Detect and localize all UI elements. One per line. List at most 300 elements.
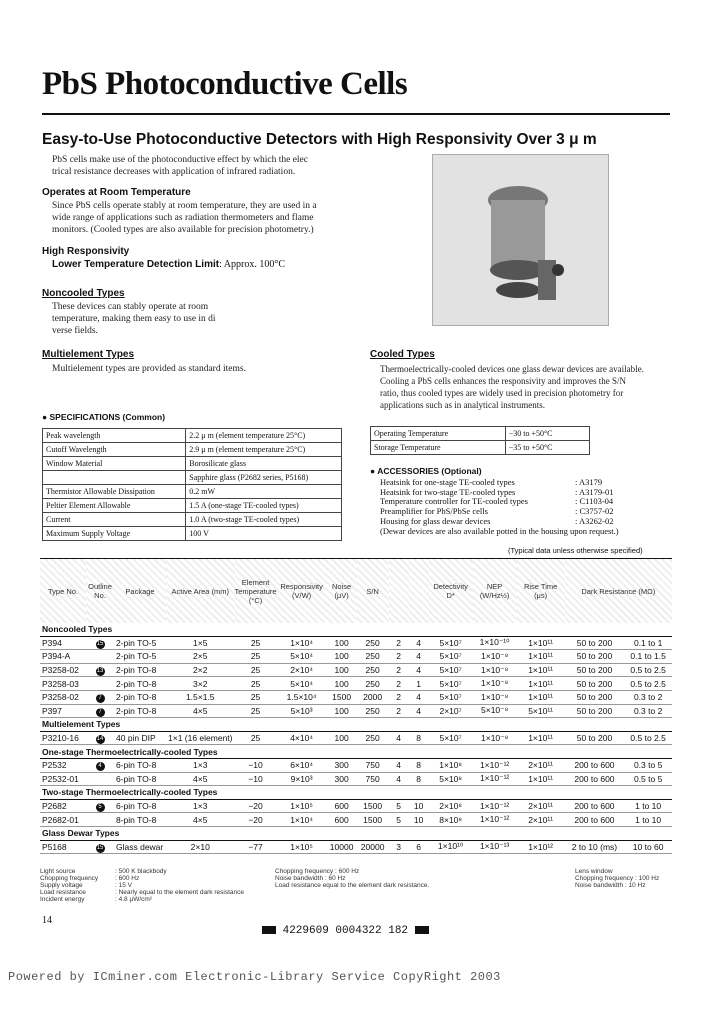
spec-value: 2.2 μ m (element temperature 25°C) (186, 429, 342, 443)
table-cell: 2×2 (166, 663, 235, 677)
table-cell: 1 (409, 677, 429, 691)
table-cell: 25 (235, 663, 277, 677)
outline-number-badge: 15 (96, 640, 104, 647)
table-cell: 4 (389, 758, 409, 772)
table-cell: 4 (409, 663, 429, 677)
table-cell: 4×5 (166, 772, 235, 786)
table-cell: −10 (235, 772, 277, 786)
column-header: Package (114, 559, 166, 624)
table-cell: 1×10¹¹ (517, 690, 565, 704)
table-cell: 9×10³ (277, 772, 327, 786)
table-cell: P397 (40, 704, 86, 718)
table-cell: P3258-02 (40, 690, 86, 704)
table-cell: 8 (409, 731, 429, 745)
footnote-key: Chopping frequency (40, 875, 99, 882)
table-cell: 1×10⁵ (277, 799, 327, 813)
table-cell (86, 813, 114, 827)
footnote-value: : 500 K blackbody (115, 868, 167, 875)
column-header: NEP (W/Hz½) (473, 559, 517, 624)
table-cell: 2000 (357, 690, 389, 704)
table-cell: P394-A (40, 650, 86, 664)
footnote-line (40, 875, 244, 882)
table-cell (86, 731, 114, 745)
table-cell: 3×2 (166, 677, 235, 691)
table-cell: 2×5 (166, 650, 235, 664)
table-cell: 1×10⁻⁸ (473, 663, 517, 677)
table-cell: 2 (389, 663, 409, 677)
table-cell: 0.3 to 2 (624, 704, 672, 718)
table-cell: 250 (357, 636, 389, 650)
table-cell: 50 to 200 (565, 650, 625, 664)
accessories-heading: ● ACCESSORIES (Optional) (370, 466, 482, 476)
specs-table (42, 428, 342, 541)
table-cell: 1×10⁻⁸ (473, 731, 517, 745)
table-cell: P3258-02 (40, 663, 86, 677)
table-cell: P5168 (40, 840, 86, 854)
accessory-code: : A3179-01 (575, 486, 614, 497)
table-cell: 1×10⁻¹⁰ (473, 636, 517, 650)
spec-row (43, 443, 342, 457)
table-cell: 300 (327, 772, 357, 786)
spec-row (43, 527, 342, 541)
table-cell: 5×10⁴ (277, 650, 327, 664)
table-cell: 1×10⁴ (277, 636, 327, 650)
table-cell: 250 (357, 677, 389, 691)
accessory-item (380, 527, 619, 537)
table-cell: 100 (327, 663, 357, 677)
spec-label: Peltier Element Allowable (43, 499, 186, 513)
temp-value: −30 to +50°C (505, 427, 589, 441)
footnote-left (40, 868, 244, 903)
spec-row (43, 457, 342, 471)
column-header: Dark Resistance (MΩ) (565, 559, 672, 624)
table-cell: 1×10¹¹ (517, 677, 565, 691)
table-cell: 3 (389, 840, 409, 854)
footnote-key: Supply voltage (40, 882, 83, 889)
table-cell: 25 (235, 690, 277, 704)
spec-value: 0.2 mW (186, 485, 342, 499)
table-cell: 6 (409, 840, 429, 854)
footnote-line (40, 889, 244, 896)
table-row (40, 840, 672, 854)
spec-label: Cutoff Wavelength (43, 443, 186, 457)
table-cell: 1×10⁻¹² (473, 772, 517, 786)
table-cell: 50 to 200 (565, 677, 625, 691)
table-cell: 50 to 200 (565, 690, 625, 704)
table-cell: 1×10¹⁰ (429, 840, 473, 854)
table-cell: 5×10⁷ (429, 636, 473, 650)
table-cell: 2-pin TO-5 (114, 650, 166, 664)
accessory-name: Heatsink for one-stage TE-cooled types (380, 477, 515, 487)
spec-row (43, 513, 342, 527)
detection-limit: Lower Temperature Detection Limit: Approx. 100°C (52, 259, 286, 270)
noncooled-heading: Noncooled Types (42, 288, 125, 299)
table-cell: 5×10⁷ (429, 663, 473, 677)
spec-value: 1.5 A (one-stage TE-cooled types) (186, 499, 342, 513)
table-cell: 4 (409, 690, 429, 704)
column-header: Outline No. (86, 559, 114, 624)
accessory-name: Temperature controller for TE-cooled types (380, 496, 528, 507)
footnote-line: Lens window (575, 868, 613, 875)
table-cell (86, 758, 114, 772)
group-row (40, 786, 672, 800)
accessory-name: Heatsink for two-stage TE-cooled types (380, 486, 516, 497)
multielement-text: Multielement types are provided as standard items. (52, 364, 246, 374)
table-cell: 1500 (327, 690, 357, 704)
table-cell: 250 (357, 663, 389, 677)
table-cell: 5 (389, 813, 409, 827)
table-cell: 4 (409, 650, 429, 664)
table-cell (86, 799, 114, 813)
barcode-line: 4229609 0004322 182 (262, 925, 429, 937)
specs-heading: ● SPECIFICATIONS (Common) (42, 412, 166, 422)
table-cell: 5 (389, 799, 409, 813)
table-cell: 1 to 10 (624, 799, 672, 813)
table-row (40, 690, 672, 704)
spec-row (43, 499, 342, 513)
table-cell: 200 to 600 (565, 772, 625, 786)
temp-label: Operating Temperature (371, 427, 506, 441)
table-cell: 1500 (357, 799, 389, 813)
noncooled-text: These devices can stably operate at room temperature, making them easy to use in di verse fields. (52, 302, 216, 336)
table-cell: 100 (327, 636, 357, 650)
accessory-name: Preamplifier for PbS/PbSe cells (380, 506, 488, 517)
table-cell: 5×10⁷ (429, 731, 473, 745)
table-cell: 5×10¹¹ (517, 704, 565, 718)
column-header: Active Area (mm) (166, 559, 235, 624)
page-subtitle: Easy-to-Use Photoconductive Detectors with High Responsivity Over 3 μ m (42, 131, 597, 148)
table-cell: 1×1 (16 element) (168, 733, 233, 744)
table-cell: 6×10⁴ (277, 758, 327, 772)
table-row (40, 650, 672, 664)
accessory-name: (Dewar devices are also available potted in the housing upon request.) (380, 525, 619, 536)
table-cell: 50 to 200 (565, 704, 625, 718)
table-cell: 5×10⁷ (429, 650, 473, 664)
table-cell: 100 (327, 731, 357, 745)
table-cell: 1500 (357, 813, 389, 827)
table-cell: 600 (327, 799, 357, 813)
room-temp-text: Since PbS cells operate stably at room temperature, they are used in a wide range of applications such as radiation thermometers and flame monitors. (Cooled types are also available for precision photometry.) (52, 201, 317, 235)
table-cell: 2-pin TO-8 (114, 677, 166, 691)
high-resp-heading: High Responsivity (42, 246, 130, 257)
table-cell: 1×10⁻¹³ (473, 840, 517, 854)
table-cell: 25 (235, 650, 277, 664)
table-cell: 1.5×10⁴ (277, 690, 327, 704)
table-cell: 1×10⁴ (277, 813, 327, 827)
table-cell: 5×10³ (277, 704, 327, 718)
table-cell: 250 (357, 731, 389, 745)
table-cell: 1.5×1.5 (166, 690, 235, 704)
table-cell: 50 to 200 (565, 636, 625, 650)
table-cell: −20 (235, 799, 277, 813)
table-cell: 6-pin TO-8 (114, 799, 166, 813)
table-cell (86, 650, 114, 664)
table-cell: 0.1 to 1.5 (624, 650, 672, 664)
barcode-block-right (415, 926, 429, 934)
table-cell: 600 (327, 813, 357, 827)
table-cell: 10 to 60 (624, 840, 672, 854)
table-cell: P2682-01 (40, 813, 86, 827)
group-row (40, 623, 672, 636)
accessory-code: : C3757-02 (575, 506, 614, 517)
spec-value: 100 V (186, 527, 342, 541)
group-row (40, 745, 672, 759)
room-temp-heading: Operates at Room Temperature (42, 187, 191, 198)
table-cell: 1×10⁸ (429, 758, 473, 772)
table-cell: −10 (235, 758, 277, 772)
table-cell: 25 (235, 704, 277, 718)
footnote-line (40, 882, 244, 889)
table-cell: 1×3 (166, 799, 235, 813)
table-cell: 4 (389, 731, 409, 745)
table-row (40, 758, 672, 772)
table-cell: 1×10¹¹ (517, 636, 565, 650)
page-number: 14 (42, 915, 52, 926)
table-row (40, 677, 672, 691)
table-cell: 1×10¹¹ (517, 731, 565, 745)
table-cell (86, 840, 114, 854)
group-row (40, 718, 672, 732)
table-cell: 6-pin TO-8 (114, 772, 166, 786)
table-cell: 5×10⁴ (277, 677, 327, 691)
spec-label: Peak wavelength (43, 429, 186, 443)
table-cell: 25 (235, 677, 277, 691)
column-header (389, 559, 409, 624)
table-cell: 0.5 to 2.5 (624, 731, 672, 745)
accessory-code: : C1103-04 (575, 496, 614, 507)
table-cell: 5×10⁸ (429, 772, 473, 786)
outline-number-badge: 14 (96, 736, 104, 743)
spec-label: Window Material (43, 457, 186, 471)
spec-row (43, 429, 342, 443)
footnote-line (40, 868, 244, 875)
table-cell: 1×3 (166, 758, 235, 772)
table-row (40, 731, 672, 745)
table-cell: 1×10⁻¹² (473, 799, 517, 813)
product-photo (432, 154, 609, 326)
group-row (40, 826, 672, 840)
table-cell: 50 to 200 (565, 663, 625, 677)
table-cell: 1×10⁵ (277, 840, 327, 854)
table-cell: 8-pin TO-8 (114, 813, 166, 827)
temp-row (371, 441, 590, 455)
table-cell: 1×10⁻¹² (473, 813, 517, 827)
table-cell: 2 (389, 636, 409, 650)
table-cell: 750 (357, 758, 389, 772)
table-cell: 1×10⁻⁸ (473, 677, 517, 691)
table-cell: 300 (327, 758, 357, 772)
table-cell: 0.1 to 1 (624, 636, 672, 650)
table-cell: 1×10¹¹ (517, 650, 565, 664)
table-cell: 5×10⁷ (429, 677, 473, 691)
table-cell: 2×10 (166, 840, 235, 854)
spec-value: Sapphire glass (P2682 series, P5168) (186, 471, 342, 485)
table-cell: 25 (235, 731, 277, 745)
column-header: Rise Time (μs) (517, 559, 565, 624)
table-cell: 200 to 600 (565, 813, 625, 827)
table-cell: 20000 (357, 840, 389, 854)
table-cell (86, 663, 114, 677)
table-cell: 5×10⁻⁸ (473, 704, 517, 718)
cooled-text: Thermoelectrically-cooled devices one glass dewar devices are available. Cooling a PbS cells enhances the responsivity and improves the S/N ratio, thus cooled types are widely used in precision photometry for applications such as in analytical instruments. (380, 364, 644, 410)
footnote-line: Load resistance equal to the element dark resistance. (275, 882, 430, 889)
table-cell: 1×10¹² (517, 840, 565, 854)
table-cell: 2×10⁴ (277, 663, 327, 677)
table-cell (86, 690, 114, 704)
typical-data-note: (Typical data unless otherwise specified) (508, 546, 643, 555)
outline-number-badge: 4 (96, 762, 105, 771)
table-cell: 1 to 10 (624, 813, 672, 827)
footnote-key: Light source (40, 868, 76, 875)
table-cell: 100 (327, 650, 357, 664)
table-row (40, 704, 672, 718)
footnote-line: Noise bandwidth : 10 Hz (575, 882, 646, 889)
outline-number-badge: 15 (96, 844, 104, 851)
table-cell: 4 (409, 636, 429, 650)
table-cell: 2×10¹¹ (517, 813, 565, 827)
temp-row (371, 427, 590, 441)
table-cell: 1×10⁻⁸ (473, 650, 517, 664)
powered-by-footer: Powered by ICminer.com Electronic-Library Service CopyRight 2003 (8, 970, 501, 984)
spec-label: Thermistor Allowable Dissipation (43, 485, 186, 499)
cooled-heading: Cooled Types (370, 349, 435, 360)
table-cell: 2 (389, 704, 409, 718)
spec-value: 1.0 A (two-stage TE-cooled types) (186, 513, 342, 527)
table-cell: 4×5 (166, 813, 235, 827)
table-cell: −77 (235, 840, 277, 854)
table-cell: P3258-03 (40, 677, 86, 691)
barcode-block-left (262, 926, 276, 934)
table-cell: −20 (235, 813, 277, 827)
table-cell: 4×5 (166, 704, 235, 718)
footnote-value: : 600 Hz (115, 875, 140, 882)
footnote-line (40, 896, 244, 903)
table-cell (86, 704, 114, 718)
table-cell: 10000 (327, 840, 357, 854)
table-cell: 0.5 to 2.5 (624, 663, 672, 677)
table-cell (86, 677, 114, 691)
page-title: PbS Photoconductive Cells (42, 66, 408, 102)
table-cell: 0.3 to 5 (624, 758, 672, 772)
table-cell: 8 (409, 772, 429, 786)
table-cell: 4×10⁴ (277, 731, 327, 745)
table-cell: 200 to 600 (565, 758, 625, 772)
spec-value: Borosilicate glass (186, 457, 342, 471)
column-header: Responsivity (V/W) (277, 559, 327, 624)
table-cell: 250 (357, 650, 389, 664)
spec-row (43, 471, 342, 485)
table-cell: 2 to 10 (ms) (565, 840, 625, 854)
table-cell: 40 pin DIP (114, 731, 166, 745)
spec-label (43, 471, 186, 485)
table-cell: 4 (409, 704, 429, 718)
table-cell: 10 (409, 799, 429, 813)
column-header: S/N (357, 559, 389, 624)
footnote-key: Load resistance (40, 889, 86, 896)
table-cell: 1×5 (166, 636, 235, 650)
accessories-list (380, 478, 619, 536)
table-cell: P3210-16 (40, 731, 86, 745)
table-cell: 2×10⁸ (429, 799, 473, 813)
table-cell: 2 (389, 677, 409, 691)
table-cell: 0.3 to 2 (624, 690, 672, 704)
table-cell: 750 (357, 772, 389, 786)
table-cell: 50 to 200 (565, 731, 625, 745)
spec-value: 2.9 μ m (element temperature 25°C) (186, 443, 342, 457)
table-row (40, 772, 672, 786)
table-cell: 2-pin TO-8 (114, 704, 166, 718)
footnote-right (575, 868, 659, 889)
group-label: Noncooled Types (40, 623, 672, 636)
table-cell: 2-pin TO-8 (114, 663, 166, 677)
footnote-line: Noise bandwidth : 60 Hz (275, 875, 346, 882)
table-cell: P2532-01 (40, 772, 86, 786)
multielement-heading: Multielement Types (42, 349, 135, 360)
table-cell: 2 (389, 690, 409, 704)
table-cell (86, 636, 114, 650)
footnote-key: Incident energy (40, 896, 85, 903)
column-header: Type No. (40, 559, 86, 624)
footnote-value: : Nearly equal to the element dark resistance (115, 889, 244, 896)
table-row (40, 663, 672, 677)
table-cell (86, 772, 114, 786)
outline-number-badge: 13 (96, 668, 104, 675)
table-cell: 100 (327, 704, 357, 718)
title-rule (42, 113, 670, 115)
detector-image (433, 155, 608, 325)
temperature-table (370, 426, 590, 455)
table-cell: 0.5 to 5 (624, 772, 672, 786)
table-cell: 2-pin TO-5 (114, 636, 166, 650)
table-cell: 25 (235, 636, 277, 650)
column-header: Noise (μV) (327, 559, 357, 624)
spec-row (43, 485, 342, 499)
temp-label: Storage Temperature (371, 441, 506, 455)
table-cell: 8×10⁸ (429, 813, 473, 827)
accessory-code: : A3262-02 (575, 515, 614, 526)
outline-number-badge: 5 (96, 803, 105, 812)
product-table (40, 558, 672, 854)
table-cell: 2×10⁷ (429, 704, 473, 718)
table-cell: 2×10¹¹ (517, 758, 565, 772)
table-cell: 0.5 to 2.5 (624, 677, 672, 691)
table-cell: 100 (327, 677, 357, 691)
table-cell: P2682 (40, 799, 86, 813)
accessory-code: : A3179 (575, 477, 603, 487)
table-cell: Glass dewar (114, 840, 166, 854)
group-label: Multielement Types (40, 718, 672, 732)
column-header: Element Temperature (°C) (235, 559, 277, 624)
table-cell: 8 (409, 758, 429, 772)
table-cell: 1×10¹¹ (517, 663, 565, 677)
group-label: One-stage Thermoelectrically-cooled Types (40, 745, 672, 759)
temp-value: −35 to +50°C (505, 441, 589, 455)
table-cell: 2×10¹¹ (517, 799, 565, 813)
footnote-value: : 4.8 μW/cm² (115, 896, 152, 903)
group-label: Two-stage Thermoelectrically-cooled Types (40, 786, 672, 800)
column-header: Detectivity D* (429, 559, 473, 624)
footnote-middle (275, 868, 429, 889)
table-cell: 1×10⁻¹² (473, 758, 517, 772)
table-cell: 2-pin TO-8 (114, 690, 166, 704)
table-cell: 200 to 600 (565, 799, 625, 813)
group-label: Glass Dewar Types (40, 826, 672, 840)
table-cell: 6-pin TO-8 (114, 758, 166, 772)
table-cell: 10 (409, 813, 429, 827)
footnote-value: : 15 V (115, 882, 132, 889)
table-row (40, 636, 672, 650)
outline-number-badge: 7 (96, 694, 105, 703)
